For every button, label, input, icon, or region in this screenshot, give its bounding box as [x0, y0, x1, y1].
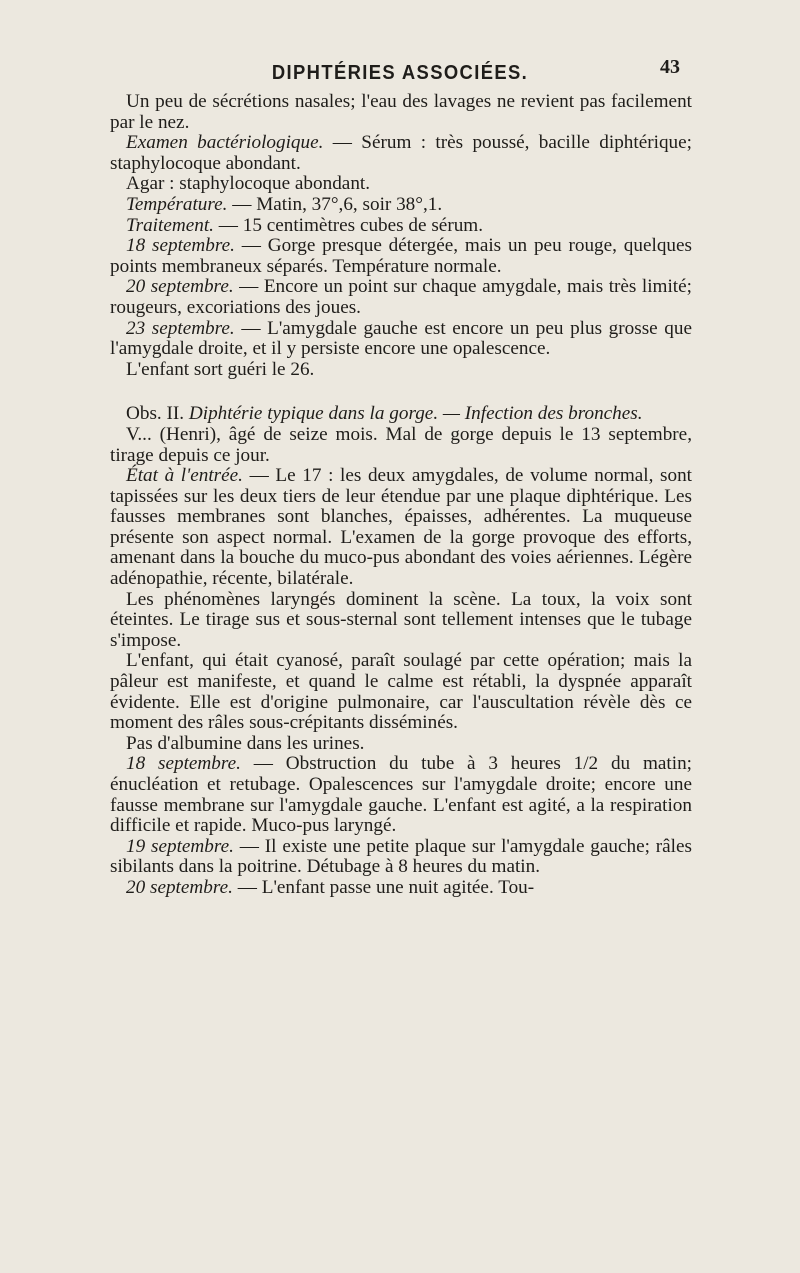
paragraph-laryngeal	[110, 590, 692, 652]
paragraph-obs2-sept-19	[110, 837, 692, 878]
paragraph-text: L'enfant sort guéri le 26.	[126, 358, 315, 380]
running-title: DIPHTÉRIES ASSOCIÉES.	[271, 62, 529, 84]
observation-title: Diphtérie typique dans la gorge. — Infection des bronches.	[184, 403, 643, 425]
observation-label: Obs. II.	[126, 403, 185, 425]
paragraph-agar	[110, 174, 692, 195]
paragraph-bacteriological-exam	[110, 133, 692, 174]
observation-heading	[110, 404, 692, 425]
paragraph-obs2-sept-20	[110, 878, 692, 899]
paragraph-discharge	[110, 360, 692, 381]
paragraph-sept-18	[110, 236, 692, 277]
paragraph-sept-20	[110, 277, 692, 318]
paragraph-text: — Gorge presque détergée, mais un peu rouge, quelques points membraneux séparés. Température normale.	[110, 235, 692, 277]
paragraph-patient-intro	[110, 425, 692, 466]
paragraph-text: — Sérum : très poussé, bacille diphtérique; staphylocoque abondant.	[110, 132, 692, 174]
page-number: 43	[660, 56, 680, 78]
date-label: 23 septembre.	[126, 317, 235, 339]
paragraph-admission-state	[110, 466, 692, 590]
date-label: 19 septembre.	[126, 835, 234, 857]
paragraph-treatment	[110, 216, 692, 237]
paragraph-obs2-sept-18	[110, 754, 692, 836]
section-label: Examen bactériologique.	[126, 132, 324, 154]
paragraph-text: — Obstruction du tube à 3 heures 1/2 du matin; énucléation et retubage. Opalescences sur l'amygdale droite; encore une fausse membrane sur l'amygdale gauche. L'enfant est agité, a la respiration difficile et rapide. Muco-pus laryngé.	[110, 753, 692, 837]
date-label: 18 septembre.	[126, 235, 235, 257]
paragraph-text: Agar : staphylocoque abondant.	[126, 173, 371, 195]
paragraph-temperature	[110, 195, 692, 216]
paragraph-text: Un peu de sécrétions nasales; l'eau des lavages ne revient pas facilement par le nez.	[110, 91, 692, 133]
section-label: Traitement.	[126, 214, 214, 236]
paragraph-text: — L'enfant passe une nuit agitée. Tou-	[232, 876, 535, 898]
paragraph-text: — 15 centimètres cubes de sérum.	[213, 214, 484, 236]
date-label: 20 septembre.	[126, 876, 233, 898]
section-label: État à l'entrée.	[126, 465, 243, 487]
paragraph-albumin	[110, 734, 692, 755]
paragraph-text: Les phénomènes laryngés dominent la scène. La toux, la voix sont éteintes. Le tirage sus et sous-sternal sont tellement intenses que le tubage s'impose.	[110, 588, 692, 651]
paragraph-text: — Le 17 : les deux amygdales, de volume normal, sont tapissées sur les deux tiers de leur étendue par une plaque diphtérique. Les fausses membranes sont blanches, épaisses, adhérentes. La muqueuse présente son aspect normal. L'examen de la gorge provoque des efforts, amenant dans la bouche du muco-pus abondant des voies aériennes. Légère adénopathie, récente, bilatérale.	[110, 465, 692, 590]
section-label: Température.	[126, 193, 228, 215]
paragraph-text: Pas d'albumine dans les urines.	[126, 732, 365, 754]
paragraph-text: — L'amygdale gauche est encore un peu plus grosse que l'amygdale droite, et il y persiste encore une opalescence.	[110, 317, 692, 360]
paragraph-cyanosis	[110, 651, 692, 733]
paragraph-text: — Encore un point sur chaque amygdale, mais très limité; rougeurs, excoriations des joues.	[110, 276, 692, 318]
paragraph-sept-23	[110, 319, 692, 360]
date-label: 20 septembre.	[126, 276, 234, 298]
page-header	[0, 56, 800, 86]
date-label: 18 septembre.	[126, 753, 241, 775]
body-text	[110, 92, 692, 899]
paragraph-nasal-secretions	[110, 92, 692, 133]
paragraph-text: — Il existe une petite plaque sur l'amygdale gauche; râles sibilants dans la poitrine. Détubage à 8 heures du matin.	[110, 835, 692, 878]
paragraph-text: — Matin, 37°,6, soir 38°,1.	[227, 193, 443, 215]
paragraph-text: L'enfant, qui était cyanosé, paraît soulagé par cette opération; mais la pâleur est manifeste, et quand le calme est rétabli, la dyspnée apparaît évidente. Elle est d'origine pulmonaire, car l'auscultation révèle dès ce moment des râles sous-crépitants disséminés.	[110, 650, 692, 734]
paragraph-text: V... (Henri), âgé de seize mois. Mal de gorge depuis le 13 septembre, tirage depuis ce jour.	[110, 423, 692, 466]
